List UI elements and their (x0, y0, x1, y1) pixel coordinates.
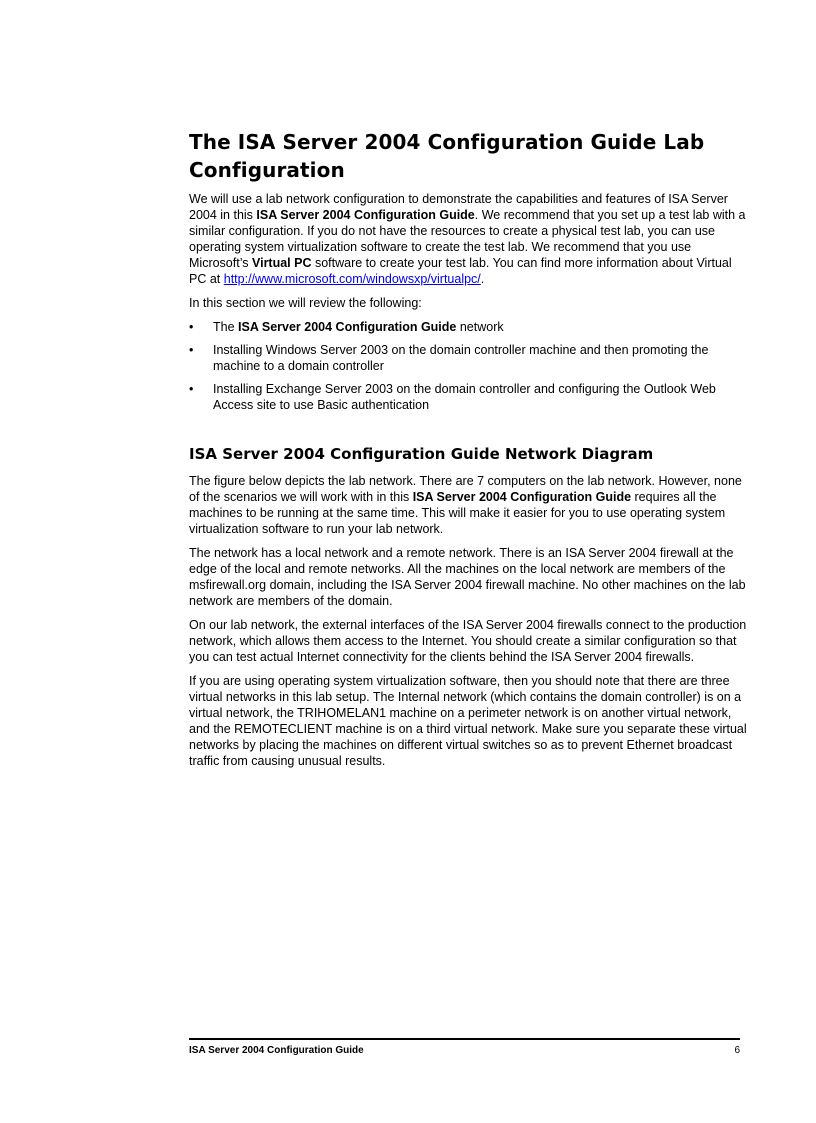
bullet-icon: • (189, 343, 194, 357)
bullet-2-text: Installing Windows Server 2003 on the domain controller machine and then promoting the machine to a domain controller (213, 343, 709, 373)
bullet-icon: • (189, 320, 194, 334)
list-item (189, 319, 749, 335)
intro-text-1: We will use a lab network configuration to demonstrate the capabilities and features of ISA Server 2004 in this (189, 192, 728, 222)
intro-paragraph (189, 191, 749, 287)
paragraph-4: If you are using operating system virtualization software, then you should note that there are three virtual networks in this lab setup. The Internal network (which contains the domain controller) is on a virtual network, the TRIHOMELAN1 machine on a perimeter network is on another virtual network, and the REMOTECLIENT machine is on a third virtual network. Make sure you separate these virtual networks by placing the machines on different virtual switches so as to prevent Ethernet broadcast traffic from causing unusual results. (189, 674, 747, 768)
para1-bold-guide: ISA Server 2004 Configuration Guide (412, 490, 632, 504)
bullet-1-post: network (456, 320, 504, 334)
footer-row (189, 1045, 740, 1057)
intro-text-4: . (480, 272, 485, 286)
intro-text-2: . We recommend that you set up a test lab with a similar configuration. If you do not have the resources to create a physical test lab, you can use operating system virtualization software to create the test lab. We recommend that you use Microsoft’s (189, 208, 746, 270)
virtual-pc-link[interactable]: http://www.microsoft.com/windowsxp/virtualpc/ (223, 272, 481, 286)
page-title: The ISA Server 2004 Configuration Guide Lab Configuration (189, 130, 705, 182)
bullet-3-text: Installing Exchange Server 2003 on the domain controller and configuring the Outlook Web Access site to use Basic authentication (213, 382, 716, 412)
review-list (189, 319, 749, 413)
document-body (189, 128, 749, 777)
section-heading: ISA Server 2004 Configuration Guide Network Diagram (189, 445, 654, 463)
bullet-icon: • (189, 382, 194, 396)
list-item (189, 342, 749, 374)
paragraph-3: On our lab network, the external interfaces of the ISA Server 2004 firewalls connect to the production network, which allows them access to the Internet. You should create a similar configuration so that you can test actual Internet connectivity for the clients behind the ISA Server 2004 firewalls. (189, 618, 747, 664)
para1-text-2: requires all the machines to be running at the same time. This will make it easier for you to use operating system virtualization software to run your lab network. (189, 490, 726, 536)
intro-bold-guide: ISA Server 2004 Configuration Guide (256, 208, 475, 222)
page-footer (189, 1038, 740, 1057)
footer-title: ISA Server 2004 Configuration Guide (189, 1045, 364, 1056)
bullet-1-pre: The (213, 320, 239, 334)
para1-text-1: The figure below depicts the lab network. There are 7 computers on the lab network. However, none of the scenarios we will work with in this (189, 474, 742, 504)
page-number: 6 (734, 1045, 740, 1056)
intro-text-3: software to create your test lab. You can find more information about Virtual PC at (189, 256, 732, 286)
paragraph-1 (189, 473, 749, 537)
intro-bold-virtual-pc: Virtual PC (251, 256, 312, 270)
review-intro: In this section we will review the following: (189, 296, 422, 310)
paragraph-2: The network has a local network and a remote network. There is an ISA Server 2004 firewall at the edge of the local and remote networks. All the machines on the local network are members of the msfirewall.org domain, including the ISA Server 2004 firewall machine. No other machines on the lab network are members of the domain. (189, 546, 746, 608)
bullet-1-bold: ISA Server 2004 Configuration Guide (238, 320, 457, 334)
list-item (189, 381, 749, 413)
footer-divider (189, 1038, 740, 1040)
